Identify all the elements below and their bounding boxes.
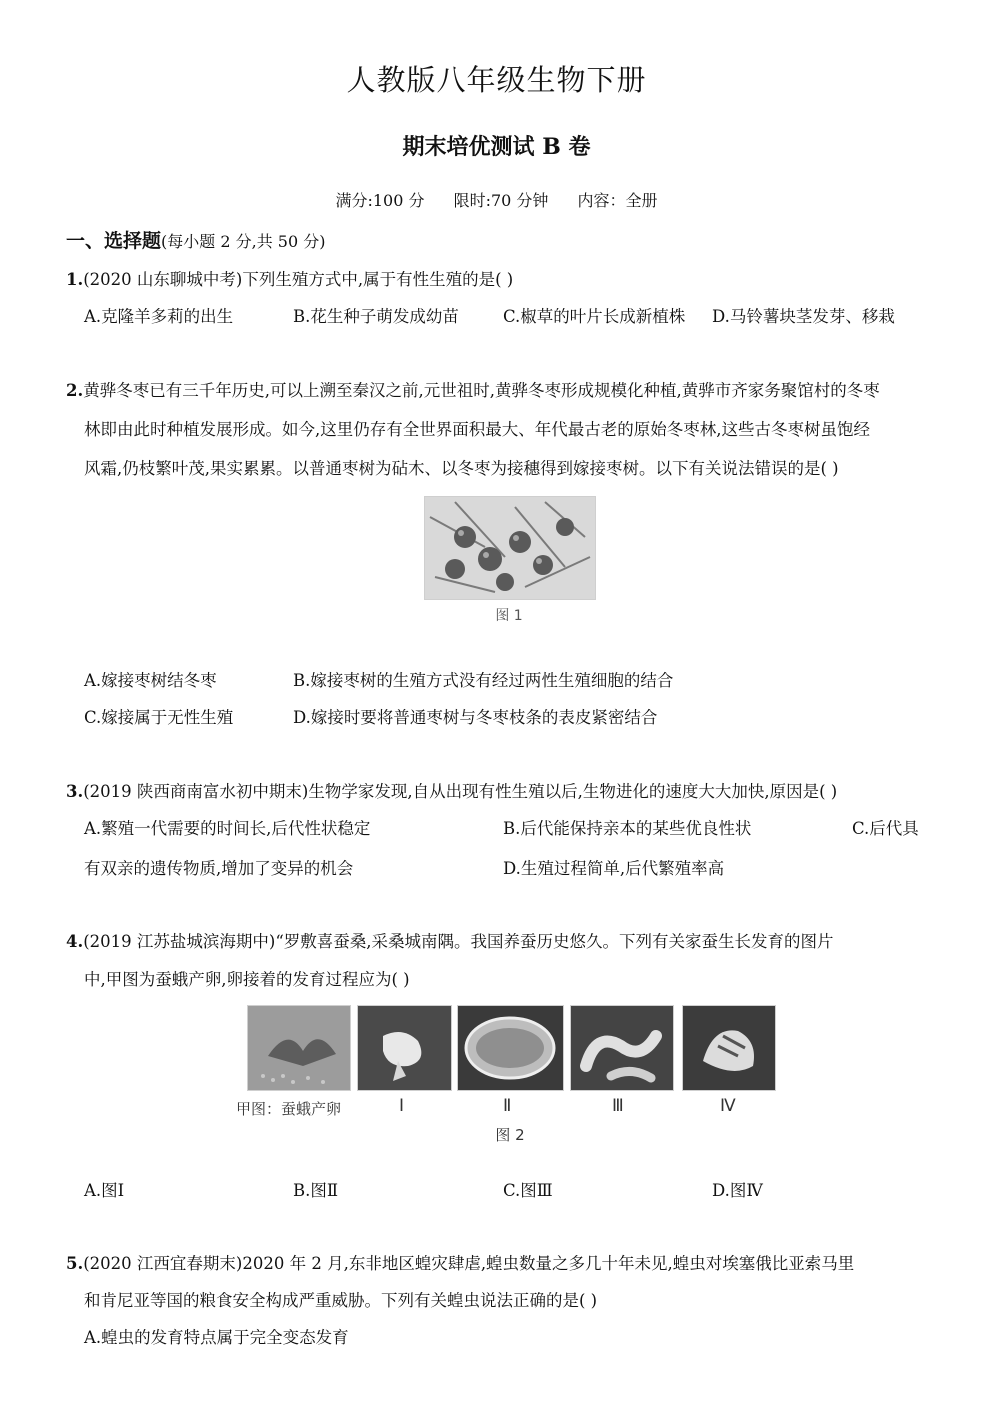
egg-panel-illustration: [458, 1006, 563, 1090]
question-4-line-1: [66, 928, 834, 952]
panel-1-photo: [357, 1005, 452, 1091]
silkmoth-laying-eggs-photo: [247, 1005, 351, 1091]
option-d: D.生殖过程简单,后代繁殖率高: [503, 859, 725, 878]
document-title: 人教版八年级生物下册: [346, 63, 647, 97]
document-subtitle: 期末培优测试 B 卷: [402, 134, 591, 160]
option-d: D.嫁接时要将普通枣树与冬枣枝条的表皮紧密结合: [293, 708, 658, 727]
full-score: 满分:100 分: [335, 191, 425, 210]
figure-1-caption: 图 1: [495, 608, 523, 624]
section-title: 一、选择题: [66, 230, 162, 252]
question-text: 黄骅冬枣已有三千年历史,可以上溯至秦汉之前,元世祖时,黄骅冬枣形成规模化种植,黄骅市齐家务聚馆村的冬枣: [83, 381, 880, 400]
section-note: (每小题 2 分,共 50 分): [161, 232, 326, 251]
option-a: A.繁殖一代需要的时间长,后代性状稳定: [84, 819, 371, 838]
jujube-photo: [424, 496, 596, 600]
question-text: (2020 江西宜春期末)2020 年 2 月,东非地区蝗灾肆虐,蝗虫数量之多几十年未见,蝗虫对埃塞俄比亚索马里: [83, 1254, 855, 1273]
option-c-start: C.后代具: [852, 819, 919, 838]
panel-3-photo: [570, 1005, 674, 1091]
panel-2-photo: [457, 1005, 564, 1091]
figure-label-jia: 甲图：蚕蛾产卵: [236, 1100, 342, 1118]
figure-label-1: Ⅰ: [399, 1096, 405, 1116]
exam-meta: [0, 188, 993, 211]
question-number: 5.: [66, 1254, 84, 1273]
question-number: 1.: [66, 270, 84, 289]
time-limit: 限时:70 分钟: [453, 191, 549, 210]
moth-illustration: [248, 1006, 350, 1090]
moth-panel-illustration: [358, 1006, 451, 1090]
figure-2-caption: 图 2: [495, 1126, 525, 1144]
larva-panel-illustration: [571, 1006, 673, 1090]
option-d: D.图Ⅳ: [712, 1181, 763, 1200]
option-d: D.马铃薯块茎发芽、移栽: [712, 307, 895, 326]
question-2-line-3: 风霜,仍枝繁叶茂,果实累累。以普通枣树为砧木、以冬枣为接穗得到嫁接枣树。以下有关说法错误的是( ): [84, 459, 839, 478]
figure-label-2: Ⅱ: [503, 1096, 512, 1116]
option-b: B.后代能保持亲本的某些优良性状: [503, 819, 752, 838]
content-scope: 内容：全册: [577, 191, 658, 210]
question-2-line-2: 林即由此时种植发展形成。如今,这里仍存有全世界面积最大、年代最古老的原始冬枣林,这些古冬枣树虽饱经: [84, 420, 870, 439]
option-b: B.嫁接枣树的生殖方式没有经过两性生殖细胞的结合: [293, 671, 674, 690]
question-5-line-1: [66, 1250, 854, 1274]
question-text: (2020 山东聊城中考)下列生殖方式中,属于有性生殖的是( ): [83, 270, 514, 289]
panel-4-photo: [682, 1005, 776, 1091]
option-a: A.嫁接枣树结冬枣: [84, 671, 217, 690]
question-3-stem: [66, 778, 837, 802]
question-text: (2019 陕西商南富水初中期末)生物学家发现,自从出现有性生殖以后,生物进化的速度大大加快,原因是( ): [83, 782, 838, 801]
option-c: C.图Ⅲ: [503, 1181, 553, 1200]
option-c-continued: 有双亲的遗传物质,增加了变异的机会: [84, 859, 354, 878]
question-number: 4.: [66, 932, 84, 951]
question-5-line-2: 和肯尼亚等国的粮食安全构成严重威胁。下列有关蝗虫说法正确的是( ): [84, 1291, 598, 1310]
question-number: 3.: [66, 782, 84, 801]
cocoon-panel-illustration: [683, 1006, 775, 1090]
option-b: B.图Ⅱ: [293, 1181, 339, 1200]
option-a: A.蝗虫的发育特点属于完全变态发育: [84, 1328, 349, 1347]
option-b: B.花生种子萌发成幼苗: [293, 307, 459, 326]
option-c: C.椒草的叶片长成新植株: [503, 307, 686, 326]
figure-label-4: Ⅳ: [720, 1096, 736, 1116]
question-text: (2019 江苏盐城滨海期中)“罗敷喜蚕桑,采桑城南隅。我国养蚕历史悠久。下列有关家蚕生长发育的图片: [83, 932, 834, 951]
jujube-illustration: [425, 497, 595, 599]
option-a: A.图Ⅰ: [84, 1181, 125, 1200]
question-2-line-1: [66, 377, 880, 401]
figure-label-3: Ⅲ: [612, 1096, 624, 1116]
question-1-stem: [66, 266, 513, 290]
section-heading: [66, 226, 325, 253]
option-c: C.嫁接属于无性生殖: [84, 708, 234, 727]
option-a: A.克隆羊多莉的出生: [84, 307, 234, 326]
question-4-line-2: 中,甲图为蚕蛾产卵,卵接着的发育过程应为( ): [84, 970, 410, 989]
question-number: 2.: [66, 381, 84, 400]
